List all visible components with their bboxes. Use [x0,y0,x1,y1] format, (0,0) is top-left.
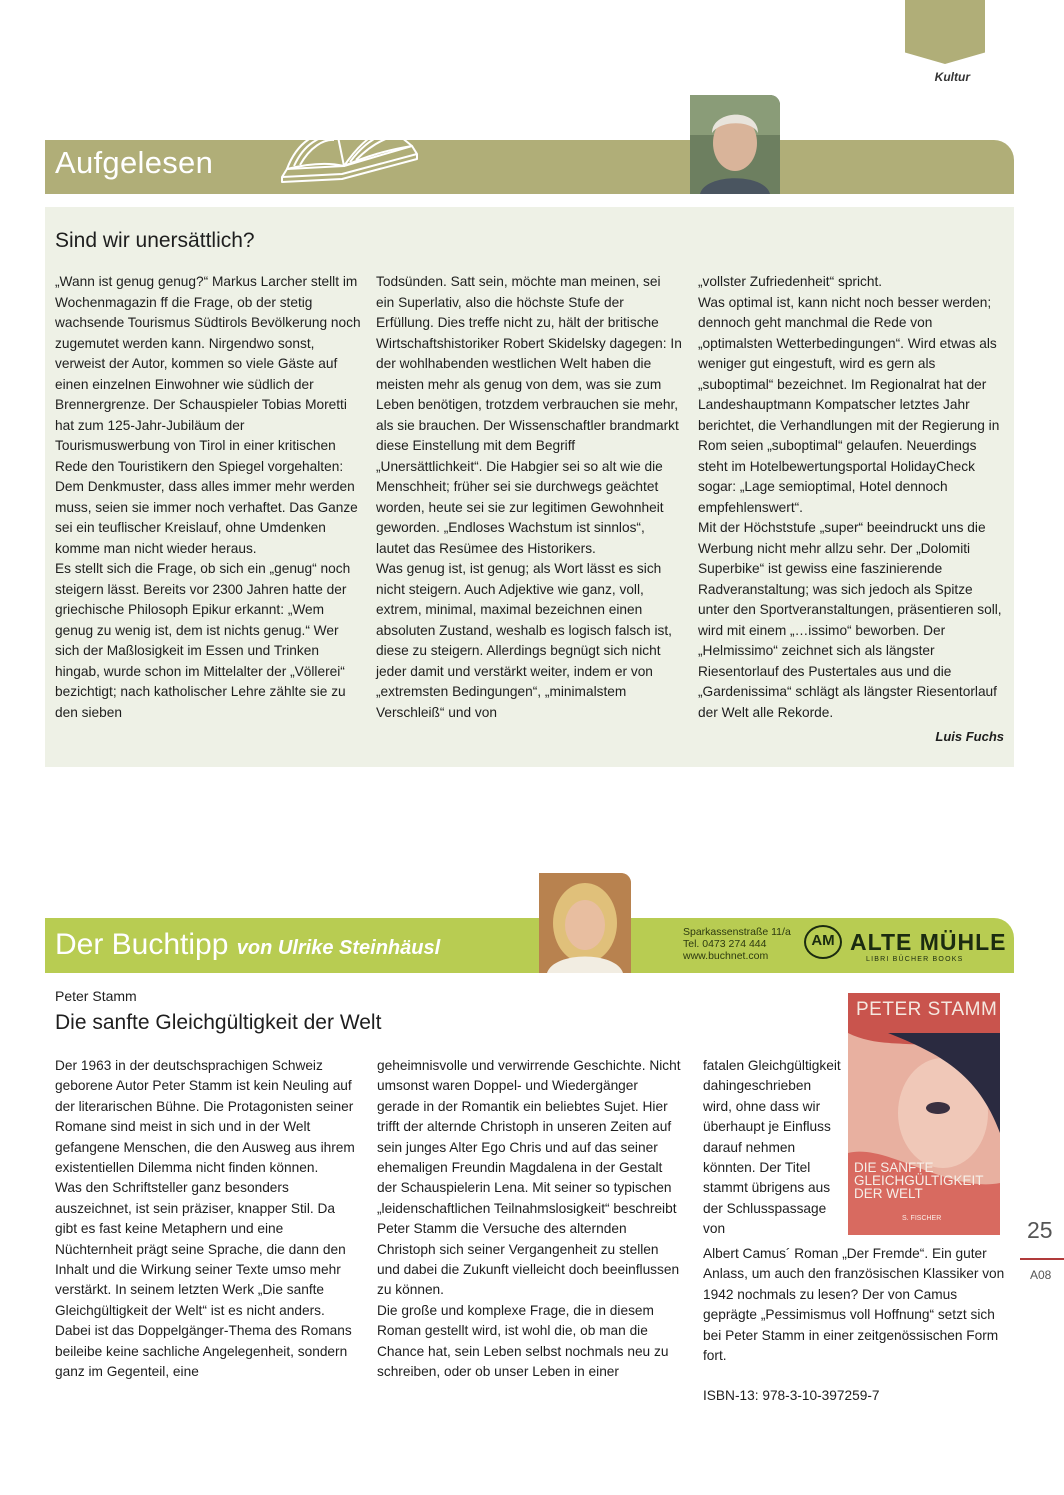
website-link[interactable]: www.buchnet.com [683,950,769,962]
cover-publisher: S. FISCHER [902,1215,942,1222]
page-code: A08 [1030,1268,1052,1282]
review-column-3-bottom: Albert Camus´ Roman „Der Fremde“. Ein guter Anlass, um auch den französischen Klassiker von 1942 nochmals zu lesen? Der von Camus geprägte „Pessimismus voll Hoffnung“ setzt sich bei Peter Stamm in einer zeitgenössischen Form fort. [703,1246,1005,1364]
buchtipp-title [55,928,440,962]
book-isbn: ISBN-13: 978-3-10-397259-7 [703,1388,880,1403]
buchtipp-byline: von Ulrike Steinhäusl [236,937,441,959]
article-column-1: „Wann ist genug genug?“ Markus Larcher stellt im Wochenmagazin ff die Frage, ob der stetig wachsende Tourismus Südtirols Bevölkerung noch zugemutet werden kann. Nirgendwo sonst, verweist der Autor, kommen so viele Gäste auf einen einzelnen Einwohner wie südlich der Brennergrenze. Der Schauspieler Tobias Moretti hat zum 125-Jahr-Jubiläum der Tourismuswerbung von Tirol in einer kritischen Rede den Touristikern den Spiegel vorgehalten: Dem Denkmuster, dass alles immer mehr werden muss, seien sie immer noch verhaftet. Das Ganze sei ein teuflischer Kreislauf, ohne Umdenken komme man nicht wieder heraus. Es stellt sich die Frage, ob sich ein „genug“ noch steigern lässt. Bereits vor 2300 Jahren hatte der griechische Philosoph Epikur erkannt: „Wem genug zu wenig ist, dem ist nichts genug.“ Wer sich der Maßlosigkeit im Essen und Trinken hingab, wurde schon im Mittelalter der „Völlerei“ bezichtigt; nach katholischer Lehre zählte sie zu den sieben [55,274,361,720]
alte-muehle-logo-name: ALTE MÜHLE [850,929,1007,955]
alte-muehle-logo-sub: LIBRI BÜCHER BOOKS [866,956,964,963]
author-photo-ulrike-steinhaeusl [539,873,631,973]
page-number: 25 [1027,1217,1053,1243]
phone-line: Tel. 0473 274 444 [683,938,767,950]
book-author: Peter Stamm [55,988,137,1004]
bookstore-address [683,926,791,962]
author-photo-luis-fuchs [690,95,780,194]
open-book-icon [272,122,422,190]
cover-author: PETER STAMM [856,999,998,1020]
cover-title: DIE SANFTE GLEICHGÜLTIGKEIT DER WELT [854,1160,984,1201]
article-column-3: „vollster Zufriedenheit“ spricht. Was optimal ist, kann nicht noch besser werden; dennoch geht manchmal die Rede von „optimalsten Wetterbedingungen“. Wird etwas als weniger gut eingestuft, wird es gern als „suboptimal“ bezeichnet. Im Regionalrat hat der Landeshauptmann Kompatscher letztes Jahr berichtet, die Verhandlungen mit der Regierung in Rom seien „suboptimal“ gelaufen. Neuerdings steht im Hotelbewertungsportal HolidayCheck sogar: „Lage semioptimal, Hotel dennoch empfehlenswert“. Mit der Höchststufe „super“ beeindruckt uns die Werbung nicht mehr allzu sehr. Der „Dolomiti Superbike“ ist gewiss eine faszinierende Radveranstaltung; was sich jedoch als Spitze unter den Sportveranstaltungen, präsentieren soll, wird mit einem „…issimo“ beworben. Der „Helmissimo“ zeichnet sich als längster Riesentorlauf des Pustertales aus und die „Gardenissima“ schlägt als längster Riesentorlauf der Welt alle Rekorde. [698,274,1002,720]
article-headline: Sind wir unersättlich? [55,229,255,252]
address-line: Sparkassenstraße 11/a [683,926,791,938]
book-headline: Die sanfte Gleichgültigkeit der Welt [55,1011,382,1034]
article-signature: Luis Fuchs [935,729,1004,744]
buchtipp-title-text: Der Buchtipp [55,928,229,961]
article-column-2: Todsünden. Satt sein, möchte man meinen, sei ein Superlativ, also die höchste Stufe der Erfüllung. Dies treffe nicht zu, hält der britische Wirtschaftshistoriker Robert Skidelsky dagegen: In der wohlhabenden westlichen Welt haben die meisten mehr als genug von dem, was sie zum Leben benötigen, trotzdem verbrauchen sie mehr, als sie brauchen. Der Wissenschaftler brandmarkt diese Einstellung mit dem Begriff „Unersättlichkeit“. Die Habgier sei so alt wie die Menschheit; früher sei sie durchwegs geächtet worden, heute sei sie zur legitimen Gewohnheit geworden. „Endloses Wachstum ist sinnlos“, lautet das Resümee des Historikers. Was genug ist, ist genug; als Wort lässt es sich nicht steigern. Auch Adjektive wie ganz, voll, extrem, minimal, maximal bezeichnen einen absoluten Zustand, weshalb es logisch falsch ist, diese zu steigern. Allerdings begnügt sich nicht jeder damit und verstärkt weiter, indem er von „extremsten Bedingungen“, „minimalstem Verschleiß“ und von [376,274,682,720]
page-rule [1020,1258,1064,1260]
review-column-1: Der 1963 in der deutschsprachigen Schweiz geborene Autor Peter Stamm ist kein Neuling auf der literarischen Bühne. Die Protagonisten seiner Romane sind meist in sich und in der Welt gefangene Menschen, die den Ausweg aus ihrem existentiellen Dilemma nicht finden können. Was den Schriftsteller ganz besonders auszeichnet, ist sein präziser, knapper Stil. Da gibt es fast keine Metaphern und eine Nüchternheit prägt seine Sprache, die dann den Inhalt und die Wirkung seiner Texte umso mehr verstärkt. In seinem letzten Werk „Die sanfte Gleichgültigkeit der Welt“ ist es nicht anders. Dabei ist das Doppelgänger-Thema des Romans beileibe keine sachliche Angelegenheit, sondern ganz im Gegenteil, eine [55,1058,355,1380]
book-cover [848,993,1000,1235]
alte-muehle-logo-icon: AM [804,925,842,959]
section-tab [905,0,985,64]
review-column-2: geheimnisvolle und verwirrende Geschichte. Nicht umsonst waren Doppel- und Wiedergänger gerade in der Romantik ein beliebtes Sujet. Hier trifft der alternde Christoph in unseren Zeiten auf sein junges Alter Ego Chris und auf das seiner ehemaligen Freundin Magdalena in der Gestalt der Schauspielerin Lena. Mit seiner so typischen „leidenschaftlichen Teilnahmslosigkeit“ beschreibt Peter Stamm die Versuche des alternden Christoph sich seiner Vergangenheit zu stellen und dabei die Zukunft vielleicht doch beeinflussen zu können. Die große und komplexe Frage, die in diesem Roman gestellt wird, ist wohl die, ob man die Chance hat, sein Leben selbst nochmals neu zu schreiben, oder ob unser Leben in einer [377,1058,681,1380]
aufgelesen-title: Aufgelesen [55,145,214,180]
review-column-3-top: fatalen Gleichgültigkeit dahingeschrieben wird, ohne dass wir überhaupt je Einfluss darauf nehmen könnten. Der Titel stammt übrigens aus der Schlusspassage von [703,1058,841,1237]
section-label: Kultur [934,70,970,84]
